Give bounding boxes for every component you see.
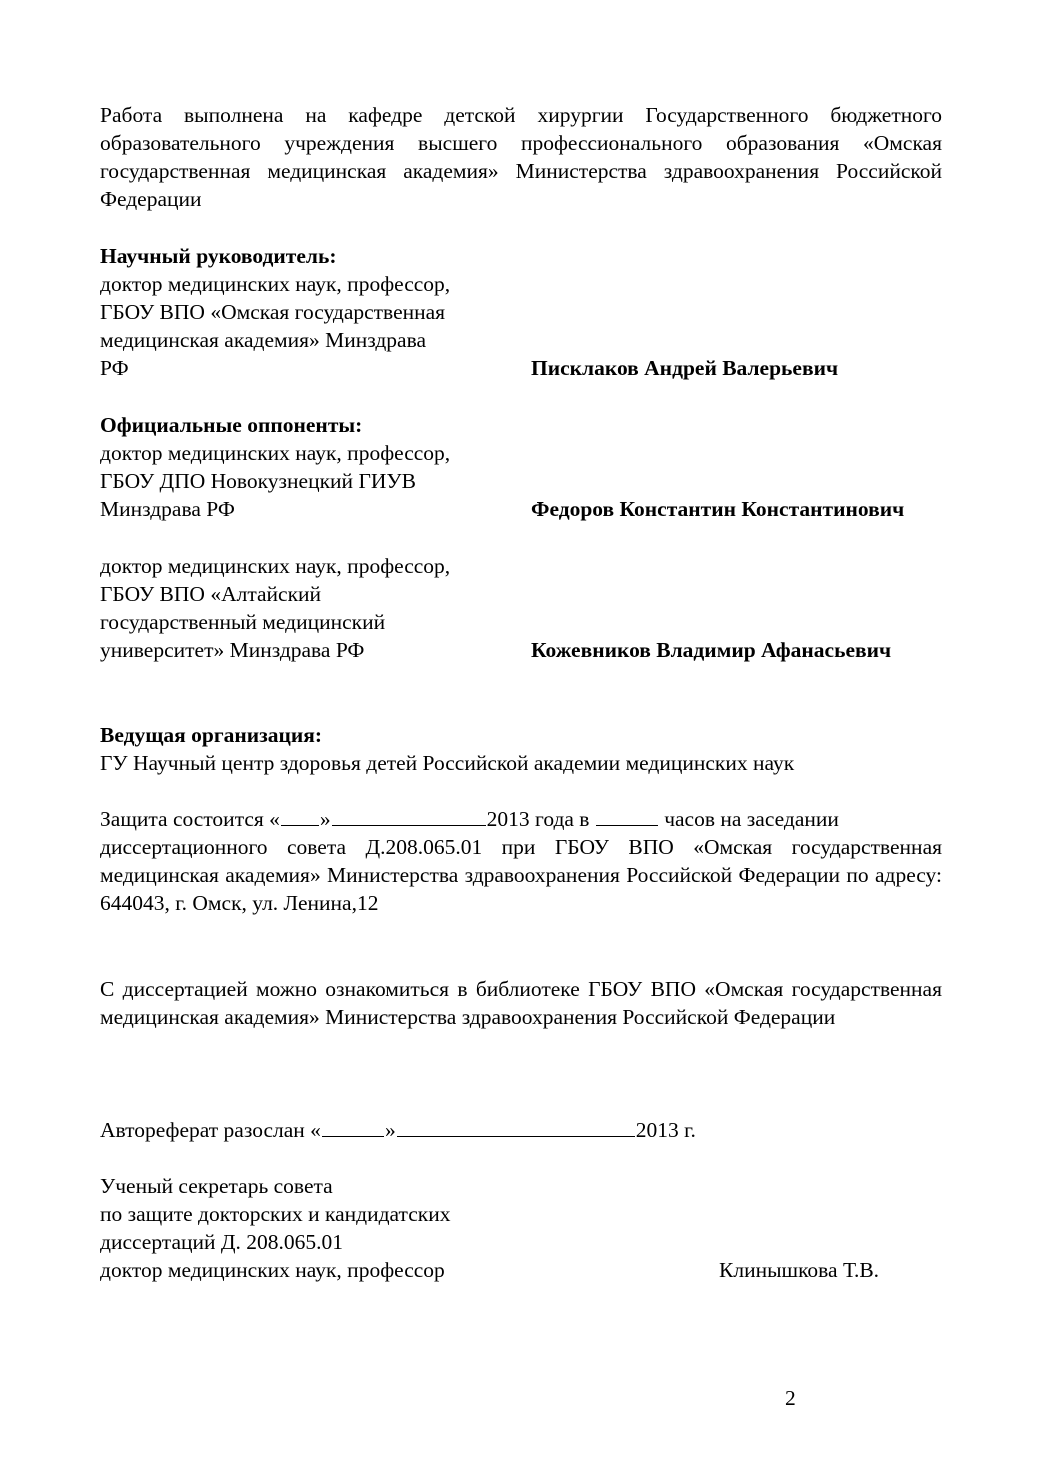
abstract-sent-line [100,1116,942,1144]
supervisor-block [100,242,510,382]
supervisor-line: ГБОУ ВПО «Омская государственная [100,300,446,324]
opponent-line: ГБОУ ДПО Новокузнецкий ГИУВ [100,469,416,493]
supervisor-heading: Научный руководитель: [100,244,337,268]
hours-blank [596,805,658,826]
secretary-block [100,1172,620,1284]
abstract-day-blank [322,1116,384,1137]
defense-year-text: 2013 года в [486,807,595,831]
defense-hours-text: часов на заседании [658,807,839,831]
secretary-name: Клинышкова Т.В. [719,1258,880,1282]
abstract-month-blank [397,1116,635,1137]
opponent-second-name: Кожевников Владимир Афанасьевич [531,638,892,662]
day-blank [281,805,319,826]
supervisor-line: РФ [100,356,129,380]
opponent-line: доктор медицинских наук, профессор, [100,441,451,465]
leading-org-block [100,721,942,777]
page-number: 2 [785,1386,796,1410]
abstract-year-text: 2013 г. [635,1118,696,1142]
opponent-line: ГБОУ ВПО «Алтайский [100,582,322,606]
opponent-line: университет» Минздрава РФ [100,638,365,662]
opponent-line: государственный медицинский [100,610,386,634]
defense-quote-close: » [319,807,331,831]
library-paragraph: С диссертацией можно ознакомиться в библиотеке ГБОУ ВПО «Омская государственная медицинская академия» Министерства здравоохранения Российской Федерации [100,977,942,1029]
secretary-line: Ученый секретарь совета [100,1174,333,1198]
defense-rest: диссертационного совета Д.208.065.01 при ГБОУ ВПО «Омская государственная медицинская академия» Министерства здравоохранения Российской Федерации по адресу: 644043, г. Омск, ул. Ленина,12 [100,835,942,915]
supervisor-name: Писклаков Андрей Валерьевич [531,356,839,380]
intro-paragraph: Работа выполнена на кафедре детской хирургии Государственного бюджетного образовательного учреждения высшего профессионального образования «Омская государственная медицинская академия» Министерства здравоохранения Российской Федерации [100,103,942,211]
abstract-lead: Автореферат разослан « [100,1118,321,1142]
abstract-quote-close: » [384,1118,396,1142]
supervisor-line: доктор медицинских наук, профессор, [100,272,451,296]
opponents-heading: Официальные оппоненты: [100,413,363,437]
secretary-line: доктор медицинских наук, профессор [100,1258,445,1282]
opponent-second-block [100,552,510,664]
abstract-sent-text [100,1116,942,1144]
opponent-line: доктор медицинских наук, профессор, [100,554,451,578]
opponent-first-name: Федоров Константин Константинович [531,497,905,521]
defense-lead: Защита состоится « [100,807,280,831]
defense-block [100,805,942,917]
opponents-block [100,411,510,523]
defense-first-line [100,805,942,833]
supervisor-line: медицинская академия» Минздрава [100,328,426,352]
secretary-line: диссертаций Д. 208.065.01 [100,1230,344,1254]
leading-org-text: ГУ Научный центр здоровья детей Российской академии медицинских наук [100,751,795,775]
month-blank [332,805,486,826]
secretary-line: по защите докторских и кандидатских [100,1202,451,1226]
leading-org-heading: Ведущая организация: [100,723,323,747]
opponent-line: Минздрава РФ [100,497,235,521]
